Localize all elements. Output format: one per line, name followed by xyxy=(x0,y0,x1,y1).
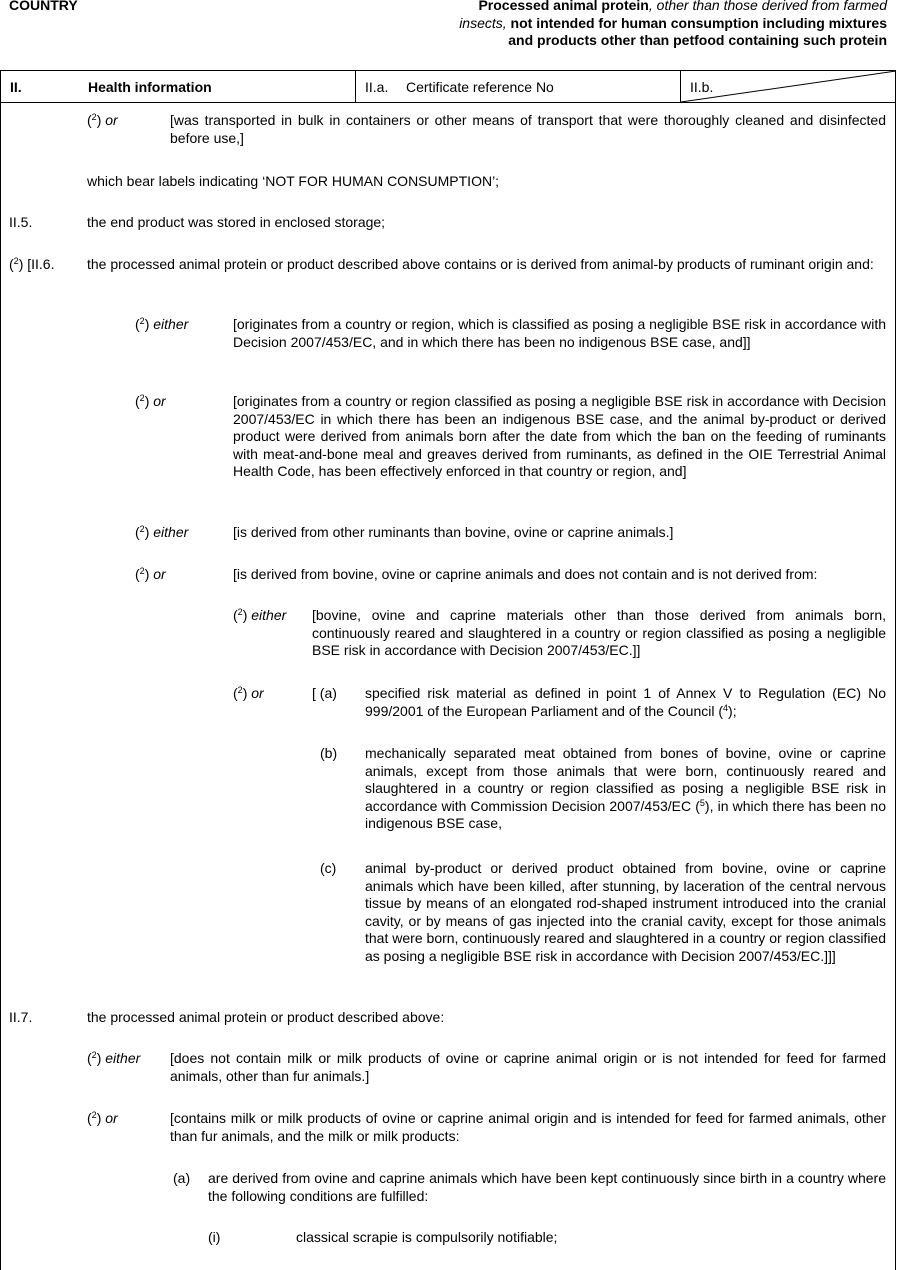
either-keyword: either xyxy=(105,1050,141,1066)
clause-prefix: [II.6. xyxy=(27,256,55,272)
text-part: mechanically separated meat obtained from bones of bovine, ovine or caprine animals, except from those animals that were born, continuously reared and slaughtered in a country or region classified as posing a negligible BSE risk in accordance with Commission Decision 2007/453/EC ( xyxy=(365,745,886,814)
certificate-title xyxy=(457,0,887,50)
certificate-ref-text: Certificate reference No xyxy=(406,79,554,95)
item-label: (a) xyxy=(173,1170,191,1186)
certificate-ref-label: II.a. xyxy=(365,79,389,95)
footnote-ref: 5 xyxy=(699,797,705,808)
column-divider xyxy=(355,71,356,102)
clause-text: [contains milk or milk products of ovine or caprine animal origin and is intended for feed for farmed animals, other than fur animals, and the milk or milk products: xyxy=(170,1110,886,1144)
either-keyword: either xyxy=(153,524,189,540)
footnote-ref: 2 xyxy=(139,393,145,403)
clause-number: ($^2$) [II.6. xyxy=(9,256,55,272)
clause-text: classical scrapie is compulsorily notifiable; xyxy=(296,1229,558,1245)
clause-marker: ($^2$) or xyxy=(233,685,264,701)
or-keyword: or xyxy=(105,1110,118,1126)
clause-text: [originates from a country or region classified as posing a negligible BSE risk in accordance with Decision 2007/453/EC in which there has been an indigenous BSE case, and the animal by-product or derived product were derived from animals born after the date from which the ban on the feeding of ruminants with meat-and-bone meal and greaves derived from ruminants, as defined in the OIE Terrestrial Animal Health Code, has been effectively enforced in that country or region, and] xyxy=(233,393,886,479)
section-heading: Health information xyxy=(88,79,212,95)
clause-marker: ($^2$) either xyxy=(135,524,189,540)
or-keyword: or xyxy=(251,685,264,701)
title-bold-part-2: not intended for human consumption including mixtures and products other than petfood containing such protein xyxy=(506,14,887,48)
either-keyword: either xyxy=(153,316,189,332)
item-label: (c) xyxy=(320,860,337,876)
footnote-ref: 2 xyxy=(139,316,145,326)
title-italic-part: , other than those derived from farmed insects, xyxy=(459,0,887,31)
country-label: COUNTRY xyxy=(9,0,78,13)
section-number: II. xyxy=(10,79,22,95)
title-bold-part-1: Processed animal protein xyxy=(478,0,649,13)
label-statement: which bear labels indicating ‘NOT FOR HUMAN CONSUMPTION’; xyxy=(87,173,500,189)
clause-number: II.7. xyxy=(9,1009,33,1025)
clause-marker: ($^2$) either xyxy=(135,316,189,332)
diagonal-line xyxy=(681,71,896,102)
text-part: ), in which there has been no indigenous BSE case, xyxy=(365,797,886,831)
clause-text: [bovine, ovine and caprine materials other than those derived from animals born, continuously reared and slaughtered in a country or region classified as posing a negligible BSE risk in accordance with Decision 2007/453/EC.]] xyxy=(312,607,886,658)
clause-text: animal by-product or derived product obtained from bovine, ovine or caprine animals which have been killed, after stunning, by laceration of the central nervous tissue by means of an elongated rod-shaped instrument introduced into the cranial cavity, or by means of gas injected into the cranial cavity, except for those animals that were born, continuously reared and slaughtered in a country or region classified as posing a negligible BSE risk in accordance with Decision 2007/453/EC.]]] xyxy=(365,860,886,964)
clause-text: [is derived from bovine, ovine or caprine animals and does not contain and is not derived from: xyxy=(233,566,818,582)
clause-text xyxy=(365,745,886,833)
section-header-row xyxy=(0,70,896,103)
clause-marker: ($^2$) or xyxy=(135,566,166,582)
text-part: specified risk material as defined in point 1 of Annex V to Regulation (EC) No 999/2001 of the European Parliament and of the Council ( xyxy=(365,685,886,719)
clause-marker: ($^2$) either xyxy=(87,1050,141,1066)
or-keyword: or xyxy=(153,393,166,409)
footnote-ref: 2 xyxy=(237,685,243,695)
clause-text: [was transported in bulk in containers or other means of transport that were thoroughly cleaned and disinfected before use,] xyxy=(170,112,886,146)
footnote-ref: 2 xyxy=(91,112,97,122)
or-keyword: or xyxy=(153,566,166,582)
clause-marker: ($^2$) either xyxy=(233,607,287,623)
clause-text: the processed animal protein or product described above contains or is derived from animal-by products of ruminant origin and: xyxy=(87,256,874,272)
footnote-ref: 2 xyxy=(237,607,243,617)
or-keyword: or xyxy=(105,112,118,128)
footnote-ref: 2 xyxy=(91,1110,97,1120)
iib-label: II.b. xyxy=(690,79,714,95)
item-label: (b) xyxy=(320,745,338,761)
footnote-ref: 2 xyxy=(91,1050,97,1060)
item-label: (i) xyxy=(208,1229,221,1245)
footnote-ref: 2 xyxy=(139,566,145,576)
clause-text: the processed animal protein or product described above: xyxy=(87,1009,445,1025)
clause-text: [originates from a country or region, which is classified as posing a negligible BSE risk in accordance with Decision 2007/453/EC, and in which there has been no indigenous BSE case, and]] xyxy=(233,316,886,350)
clause-text: are derived from ovine and caprine animals which have been kept continuously since birth in a country where the following conditions are fulfilled: xyxy=(208,1170,886,1204)
clause-text: the end product was stored in enclosed storage; xyxy=(87,214,386,230)
clause-text: [is derived from other ruminants than bovine, ovine or caprine animals.] xyxy=(233,524,674,540)
text-part: ); xyxy=(728,702,737,719)
clause-marker: ($^2$) or xyxy=(135,393,166,409)
footnote-ref: 4 xyxy=(723,702,729,713)
either-keyword: either xyxy=(251,607,287,623)
clause-text: [does not contain milk or milk products of ovine or caprine animal origin or is not intended for feed for farmed animals, other than fur animals.] xyxy=(170,1050,886,1084)
clause-number: II.5. xyxy=(9,214,33,230)
item-label: [ (a) xyxy=(312,685,337,701)
clause-text xyxy=(365,685,886,720)
footnote-ref: 2 xyxy=(13,256,19,266)
footnote-ref: 2 xyxy=(139,524,145,534)
clause-marker: ($^2$) or xyxy=(87,112,118,128)
clause-marker: ($^2$) or xyxy=(87,1110,118,1126)
